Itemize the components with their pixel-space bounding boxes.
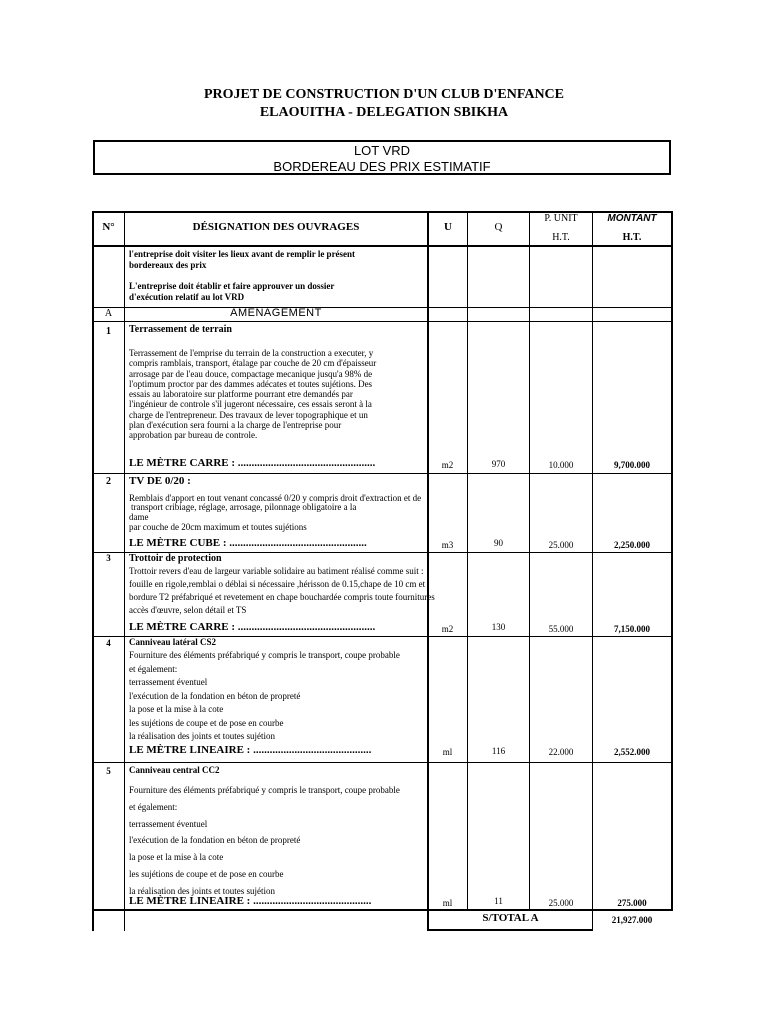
notice-line: l'entreprise doit visiter les lieux avant de remplir le présent: [129, 249, 356, 259]
project-location: ELAOUITHA - DELEGATION SBIKHA: [259, 105, 509, 120]
item-description: Fourniture des éléments préfabriqué y compris le transport, coupe probable et également: terrassement éventuel l'exécution de la fondation en béton de propreté la pose et la mise à la cote les sujétions de coupe et de pose en courbe la réalisation des joints et toutes sujétion: [129, 650, 400, 741]
bordereau-subtitle: BORDEREAU DES PRIX ESTIMATIF: [273, 159, 491, 174]
item-unit-price: 25.000: [548, 540, 574, 550]
item-unit: m2: [441, 460, 454, 470]
item-unit-price: 25.000: [548, 898, 574, 908]
item-unit: m2: [441, 624, 454, 634]
header-unit: U: [444, 221, 452, 233]
item-title: Trottoir de protection: [129, 553, 222, 564]
header-montant: MONTANT: [607, 213, 657, 224]
item-description: Terrassement de l'emprise du terrain de la construction a executer, y compris ramblais, transport, étalage par couche de 20 cm d'épaisseur arrosage par de l'eau douce, compactage mecanique jusqu'a 98% de l'optimum proctor par des dammes adécates et toutes sujétions. Des essais au laboratoire sur platforme pourrant etre demandés par l'ingénieur de controle s'il jugeront nécessaire, ces essais seront à la charge de l'entrepreneur. Des travaux de lever topographique et un plan d'exécution sera fourni a la charge de l'entreprise pour approbation par bureau de controle.: [129, 348, 377, 441]
item-quantity: 116: [491, 746, 506, 756]
subtotal-value: 21,927.000: [611, 915, 653, 925]
item-quantity: 90: [494, 538, 503, 548]
item-unit: ml: [442, 747, 453, 757]
item-unit: m3: [441, 540, 454, 550]
header-quantity: Q: [494, 221, 503, 233]
item-unit-price: 10.000: [548, 460, 574, 470]
item-amount: 9,700.000: [614, 460, 650, 470]
header-designation: DÉSIGNATION DES OUVRAGES: [192, 221, 360, 233]
item-amount: 7,150.000: [614, 624, 650, 634]
header-montant-ht: H.T.: [622, 232, 642, 243]
item-title: Canniveau central CC2: [129, 765, 220, 775]
notice-line: d'exécution relatif au lot VRD: [129, 292, 245, 302]
item-description: Remblais d'apport en tout venant concassé 0/20 y compris droit d'extraction et de transport cribiage, réglage, arrosage, pilonnage obligatoire a la dame par couche de 20cm maximum et toutes sujétions: [129, 493, 422, 532]
item-quantity: 130: [491, 622, 506, 632]
item-no: 3: [106, 553, 111, 563]
item-no: 4: [106, 638, 111, 648]
item-no: 2: [106, 476, 111, 487]
lot-header-box: [93, 140, 671, 175]
item-no: 1: [106, 326, 111, 337]
item-title: Terrassement de terrain: [129, 324, 232, 335]
header-no: N°: [102, 221, 115, 233]
notice-line: L'entreprise doit établir et faire approuver un dossier: [129, 281, 335, 291]
item-unit-price: 55.000: [548, 624, 574, 634]
item-title: Canniveau latéral CS2: [129, 637, 217, 647]
item-amount: 2,250.000: [614, 540, 650, 550]
item-title: TV DE 0/20 :: [129, 475, 191, 487]
item-no: 5: [106, 766, 111, 776]
section-title: AMENAGEMENT: [230, 307, 322, 319]
item-quantity: 970: [491, 459, 506, 469]
item-measure: LE MÈTRE CUBE : ..................................................: [129, 537, 367, 549]
item-unit: ml: [442, 898, 453, 908]
notice-line: bordereaux des prix: [129, 260, 207, 270]
header-punit-ht: H.T.: [552, 232, 570, 243]
item-description: Fourniture des éléments préfabriqué y compris le transport, coupe probable et également: terrassement éventuel l'exécution de la fondation en béton de propreté la pose et la mise à la cote les sujétions de coupe et de pose en courbe la réalisation des joints et toutes sujétion: [129, 785, 400, 896]
item-amount: 275.000: [617, 898, 647, 908]
item-unit-price: 22.000: [548, 747, 574, 757]
project-title: PROJET DE CONSTRUCTION D'UN CLUB D'ENFANCE: [203, 87, 565, 102]
header-punit: P. UNIT: [544, 213, 578, 224]
item-measure: LE MÈTRE LINEAIRE : ...........................................: [129, 895, 372, 907]
item-quantity: 11: [494, 896, 503, 906]
section-code: A: [104, 308, 113, 319]
item-measure: LE MÈTRE LINEAIRE : ...........................................: [129, 744, 372, 756]
subtotal-label: S/TOTAL A: [482, 912, 539, 924]
item-measure: LE MÈTRE CARRE : ..................................................: [129, 457, 376, 469]
lot-title: LOT VRD: [353, 143, 411, 158]
item-measure: LE MÈTRE CARRE : ..................................................: [129, 621, 376, 633]
item-description: Trottoir revers d'eau de largeur variable solidaire au batiment réalisé comme suit : fouille en rigole,remblai o déblai si nécessaire ,hérisson de 0.15,chape de 10 cm et bordure T2 préfabriqué et revetement en chape bouchardée compris toute fournitures accès d'œuvre, selon détail et TS: [129, 566, 435, 615]
item-amount: 2,552.000: [614, 747, 650, 757]
